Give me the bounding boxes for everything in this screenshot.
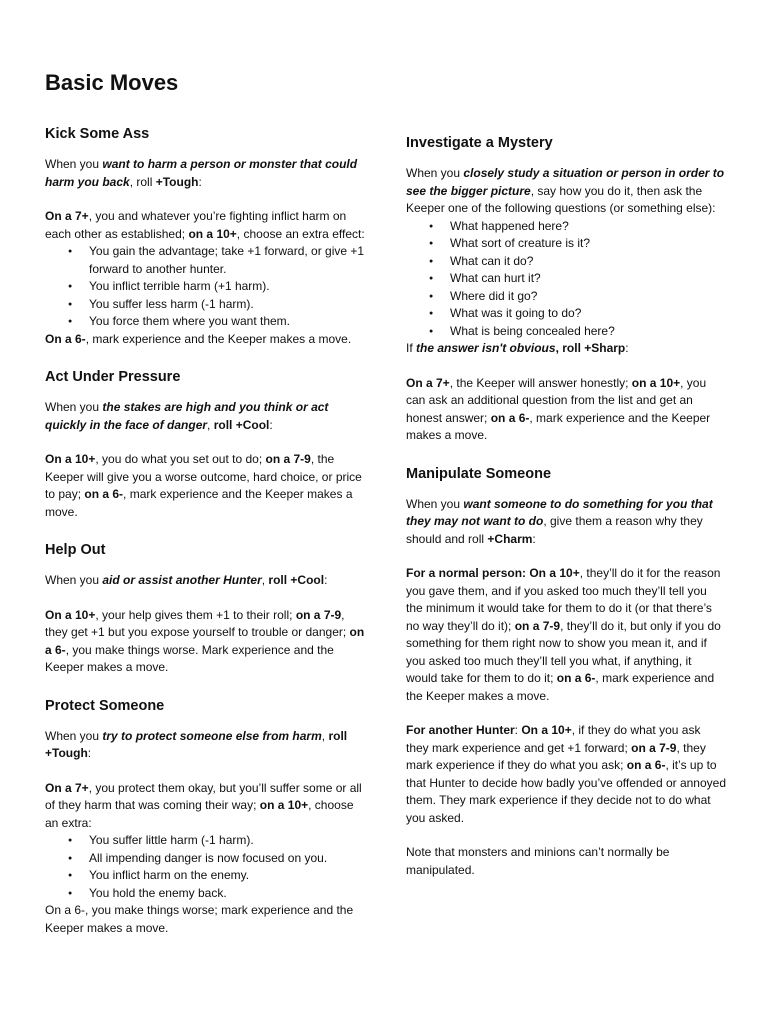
text-run: on a 7-9 <box>295 607 342 622</box>
text-run: When you <box>45 400 103 414</box>
list-item: ● What happened here? <box>450 218 726 236</box>
move-kick-some-ass <box>45 124 365 348</box>
text-run: : <box>514 723 522 737</box>
list-item: ● You inflict harm on the enemy. <box>89 867 365 885</box>
text-run: For another Hunter <box>406 723 515 737</box>
text-run: On a 10+ <box>45 452 96 466</box>
text-run: On a 7+ <box>406 375 450 390</box>
move-roll <box>406 340 726 358</box>
text-run: : <box>532 531 536 546</box>
text-run: , they’ll do it, but only if you do something for them right now to show you mean it, and if you asked too much they’ll tell you what, if anything, it would take for them to do it; <box>406 618 721 685</box>
text-run: On a 6- <box>45 331 86 346</box>
list-item: ● You suffer less harm (-1 harm). <box>89 296 365 314</box>
text-run: , <box>207 417 214 432</box>
text-run: roll +Tough <box>45 728 348 760</box>
text-run: On a 10+ <box>521 723 572 737</box>
text-run: On a 10+ <box>45 607 96 622</box>
text-run: : <box>198 174 202 189</box>
list-item: ● You gain the advantage; take +1 forward, or give +1 forward to another hunter. <box>89 243 365 278</box>
text-run: on a 10+ <box>259 798 309 812</box>
text-run: , if they do what you ask they mark experience and get +1 forward; <box>406 723 701 755</box>
text-run: the stakes are high and you think or act quickly in the face of danger <box>45 400 329 432</box>
text-run: , mark experience and the Keeper makes a move. <box>406 671 715 703</box>
move-failure <box>45 331 365 349</box>
text-run: : <box>625 341 629 355</box>
list-item: ● All impending danger is now focused on you. <box>89 850 365 868</box>
text-run: roll +Cool <box>213 417 270 432</box>
text-run: On a 6-, you make things worse; mark experience and the Keeper makes a move. <box>45 903 354 935</box>
text-run: , choose an extra: <box>45 798 354 830</box>
normal-person-results <box>406 565 726 705</box>
question-list <box>406 218 726 341</box>
move-results <box>45 607 365 677</box>
text-run: roll +Cool <box>268 573 325 587</box>
move-trigger <box>406 496 726 549</box>
text-run: , mark experience and the Keeper makes a move. <box>85 331 352 346</box>
move-heading: Investigate a Mystery <box>406 135 553 151</box>
text-run: on a 7-9 <box>514 618 561 633</box>
move-heading: Help Out <box>45 542 106 558</box>
text-run: On a 7+ <box>45 209 89 223</box>
text-run: , you do what you set out to do; <box>95 452 266 466</box>
move-investigate-a-mystery <box>406 133 726 445</box>
text-run: , you make things worse. Mark experience and the Keeper makes a move. <box>45 642 334 674</box>
text-run: If <box>406 341 417 355</box>
text-run: on a 6- <box>490 410 530 425</box>
text-run: , they get +1 but you expose yourself to trouble or danger; <box>45 607 350 639</box>
text-run: on a 6- <box>84 487 124 501</box>
text-run: , the Keeper will answer honestly; <box>449 375 632 390</box>
text-run: When you <box>45 728 103 743</box>
option-list <box>45 832 365 902</box>
another-hunter-results <box>406 722 726 827</box>
text-run: the answer isn't obvious <box>416 341 556 355</box>
text-run: For a normal person: On a 10+ <box>406 566 580 580</box>
list-item: ● You hold the enemy back. <box>89 885 365 903</box>
list-item: ● What is being concealed here? <box>450 323 726 341</box>
text-run: closely study a situation or person in order to see the bigger picture <box>406 166 725 198</box>
list-item: ● What can it do? <box>450 253 726 271</box>
move-heading: Manipulate Someone <box>406 465 552 482</box>
text-run: on a 7-9 <box>631 740 677 755</box>
move-act-under-pressure <box>45 367 365 521</box>
move-help-out <box>45 540 365 677</box>
text-run: , mark experience and the Keeper makes a move. <box>406 410 711 442</box>
move-trigger <box>406 165 726 218</box>
text-run: , <box>321 728 329 743</box>
text-run: want to harm a person or monster that could harm you back <box>45 157 358 189</box>
text-run: , roll <box>129 174 156 189</box>
text-run: try to protect someone else from harm <box>102 728 322 743</box>
text-run: on a 10+ <box>188 226 237 241</box>
text-run: , you protect them okay, but you’ll suffer some or all of they harm that was coming their way; <box>45 780 362 812</box>
list-item: ● You suffer little harm (-1 harm). <box>89 832 365 850</box>
text-run: , mark experience and the Keeper makes a move. <box>45 487 353 519</box>
text-run: When you <box>406 166 464 180</box>
list-item: ● What was it going to do? <box>450 305 726 323</box>
option-list <box>45 243 365 331</box>
manipulation-note: Note that monsters and minions can’t normally be manipulated. <box>406 845 670 877</box>
move-trigger <box>45 572 365 590</box>
text-run: on a 6- <box>45 625 365 657</box>
list-item: ● What sort of creature is it? <box>450 235 726 253</box>
left-column <box>45 124 365 956</box>
text-run: , you can ask an additional question from the list and get an honest answer; <box>406 375 707 425</box>
move-manipulate-someone <box>406 464 726 880</box>
text-run: on a 6- <box>556 671 596 685</box>
text-run: , roll +Sharp <box>555 341 626 355</box>
text-run: , your help gives them +1 to their roll; <box>95 607 296 622</box>
move-failure <box>45 902 365 937</box>
move-trigger <box>45 156 365 191</box>
text-run: on a 10+ <box>631 375 681 390</box>
text-run: +Charm <box>487 531 533 546</box>
right-column <box>406 133 726 898</box>
text-run: On a 7+ <box>45 780 89 795</box>
text-run: When you <box>45 573 103 587</box>
text-run: , they mark experience if they do what you ask; <box>406 740 706 772</box>
move-heading: Kick Some Ass <box>45 126 150 142</box>
move-trigger <box>45 399 365 434</box>
text-run: , it’s up to that Hunter to decide how badly you’ve offended or annoyed them. They mark experience if they decide not to do what you asked. <box>406 758 727 825</box>
move-protect-someone <box>45 696 365 938</box>
move-results <box>45 208 365 243</box>
text-run: , say how you do it, then ask the Keeper one of the following questions (or something else): <box>406 183 716 215</box>
text-run: want someone to do something for you that they may not want to do <box>406 496 713 528</box>
move-heading: Act Under Pressure <box>45 369 181 385</box>
text-run: +Tough <box>155 174 199 189</box>
text-run: : <box>269 417 273 432</box>
text-run: aid or assist another Hunter <box>102 573 262 587</box>
move-results <box>45 780 365 833</box>
text-run: on a 6- <box>626 758 666 772</box>
text-run: : <box>87 746 92 760</box>
list-item: ● Where did it go? <box>450 288 726 306</box>
move-trigger <box>45 728 365 763</box>
move-results <box>45 451 365 521</box>
text-run: , you and whatever you’re fighting inflict harm on each other as established; <box>45 209 347 241</box>
text-run: When you <box>406 496 464 511</box>
text-run: : <box>324 573 328 587</box>
list-item: ● You inflict terrible harm (+1 harm). <box>89 278 365 296</box>
text-run: , the Keeper will give you a worse outcome, hard choice, or price to pay; <box>45 452 362 501</box>
page-title: Basic Moves <box>45 70 179 95</box>
text-run: When you <box>45 157 103 171</box>
text-run: on a 7-9 <box>265 452 311 466</box>
move-results <box>406 375 726 445</box>
list-item: ● What can hurt it? <box>450 270 726 288</box>
list-item: ● You force them where you want them. <box>89 313 365 331</box>
text-run: , choose an extra effect: <box>236 226 365 241</box>
text-run: , <box>261 573 269 587</box>
text-run: , give them a reason why they should and roll <box>406 514 703 546</box>
move-heading: Protect Someone <box>45 697 165 714</box>
text-run: , they’ll do it for the reason you gave them, and if you asked too much they’ll tell you the minimum it would take for them to do it (or that there’s no way they’ll do it); <box>406 566 721 633</box>
